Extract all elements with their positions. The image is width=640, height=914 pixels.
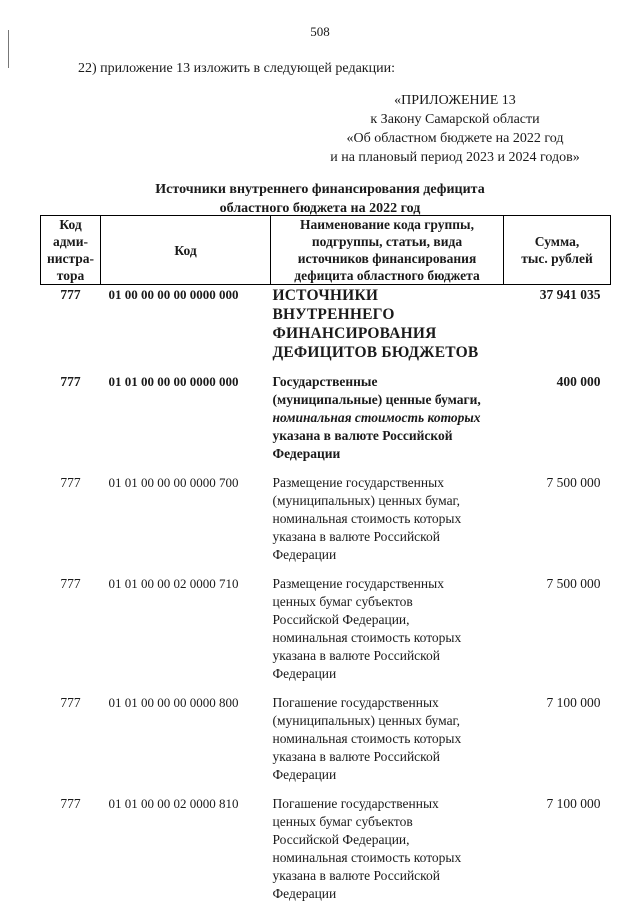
cell-admin-code: 777 xyxy=(60,287,81,302)
header-text: тора xyxy=(56,268,85,283)
cell-source-name xyxy=(271,575,504,694)
name-line: Размещение государственных xyxy=(272,576,444,591)
table-row xyxy=(41,694,611,795)
document-title xyxy=(100,180,540,218)
header-text: Наименование кода группы, xyxy=(300,217,474,232)
cell-source-name xyxy=(271,795,504,914)
cell-amount: 7 100 000 xyxy=(546,796,601,811)
header-text: дефицита областного бюджета xyxy=(294,268,480,283)
name-line: (муниципальные) ценные бумаги, xyxy=(272,392,481,407)
cell-source-name xyxy=(271,373,504,474)
table-row xyxy=(41,474,611,575)
name-line: (муниципальных) ценных бумаг, xyxy=(272,493,460,508)
name-line: Федерации xyxy=(272,886,337,901)
cell-source-code: 01 01 00 00 00 0000 700 xyxy=(108,475,239,490)
cell-amount: 400 000 xyxy=(556,374,601,389)
page-number: 508 xyxy=(310,24,330,39)
name-line: ценных бумаг субъектов xyxy=(272,594,413,609)
table-row xyxy=(41,795,611,914)
name-line: Размещение государственных xyxy=(272,475,444,490)
name-line: Федерации xyxy=(272,446,341,461)
cell-source-name xyxy=(271,694,504,795)
name-line: номинальная стоимость которых xyxy=(272,630,462,645)
cell-admin-code: 777 xyxy=(60,576,81,591)
name-line: Российской Федерации, xyxy=(272,612,410,627)
cell-admin-code: 777 xyxy=(60,475,81,490)
name-line: Погашение государственных xyxy=(272,796,439,811)
cell-amount: 37 941 035 xyxy=(539,287,601,302)
cell-admin-code: 777 xyxy=(60,695,81,710)
table-row xyxy=(41,575,611,694)
table-row xyxy=(41,285,611,374)
cell-amount: 7 500 000 xyxy=(546,576,601,591)
cell-admin-code: 777 xyxy=(60,374,81,389)
name-line: Российской Федерации, xyxy=(272,832,410,847)
name-line: указана в валюте Российской xyxy=(272,648,441,663)
header-amount xyxy=(504,216,611,285)
intro-paragraph: 22) приложение 13 изложить в следующей редакции: xyxy=(78,61,395,76)
name-line: указана в валюте Российской xyxy=(272,428,453,443)
name-line: ФИНАНСИРОВАНИЯ xyxy=(272,325,437,342)
header-text: Код xyxy=(174,242,197,258)
cell-source-code: 01 01 00 00 00 0000 000 xyxy=(108,374,239,389)
name-line: номинальная стоимость которых xyxy=(272,511,462,526)
cell-source-code: 01 01 00 00 02 0000 810 xyxy=(108,796,239,811)
header-text: адми- xyxy=(52,234,89,249)
cell-source-code: 01 01 00 00 02 0000 710 xyxy=(108,576,239,591)
header-text: подгруппы, статьи, вида xyxy=(311,234,463,249)
table-row xyxy=(41,373,611,474)
header-code xyxy=(101,216,271,285)
name-line: Федерации xyxy=(272,666,337,681)
appendix-line: к Закону Самарской области xyxy=(370,112,540,127)
name-line: указана в валюте Российской xyxy=(272,529,441,544)
cell-admin-code: 777 xyxy=(60,796,81,811)
table-header-row xyxy=(41,216,611,285)
cell-source-name xyxy=(271,285,504,374)
name-line: указана в валюте Российской xyxy=(272,868,441,883)
financing-sources-table xyxy=(40,215,611,914)
name-line: номинальная стоимость которых xyxy=(272,850,462,865)
cell-source-code: 01 01 00 00 00 0000 800 xyxy=(108,695,239,710)
name-line: (муниципальных) ценных бумаг, xyxy=(272,713,460,728)
name-line: Погашение государственных xyxy=(272,695,439,710)
name-line: Государственные xyxy=(272,374,378,389)
name-line: номинальная стоимость которых xyxy=(272,410,481,425)
cell-amount: 7 100 000 xyxy=(546,695,601,710)
appendix-line: и на плановый период 2023 и 2024 годов» xyxy=(330,150,580,165)
header-text: нистра- xyxy=(46,251,95,266)
name-line: ДЕФИЦИТОВ БЮДЖЕТОВ xyxy=(272,344,479,361)
header-text: источников финансирования xyxy=(297,251,477,266)
name-line: номинальная стоимость которых xyxy=(272,731,462,746)
name-line: Федерации xyxy=(272,767,337,782)
header-text: тыс. рублей xyxy=(521,251,593,266)
header-text: Код xyxy=(59,217,82,232)
appendix-line: «Об областном бюджете на 2022 год xyxy=(346,131,564,146)
cell-amount: 7 500 000 xyxy=(546,475,601,490)
title-line: областного бюджета на 2022 год xyxy=(219,201,421,216)
appendix-header xyxy=(300,91,610,167)
cell-source-name xyxy=(271,474,504,575)
name-line: указана в валюте Российской xyxy=(272,749,441,764)
cell-source-code: 01 00 00 00 00 0000 000 xyxy=(108,287,239,302)
header-name xyxy=(271,216,504,285)
header-admin-code xyxy=(41,216,101,285)
title-line: Источники внутреннего финансирования дефицита xyxy=(155,182,485,197)
name-line: ИСТОЧНИКИ ВНУТРЕННЕГО xyxy=(272,287,395,323)
appendix-line: «ПРИЛОЖЕНИЕ 13 xyxy=(394,93,516,108)
name-line: Федерации xyxy=(272,547,337,562)
header-text: Сумма, xyxy=(534,234,580,249)
name-line: ценных бумаг субъектов xyxy=(272,814,413,829)
